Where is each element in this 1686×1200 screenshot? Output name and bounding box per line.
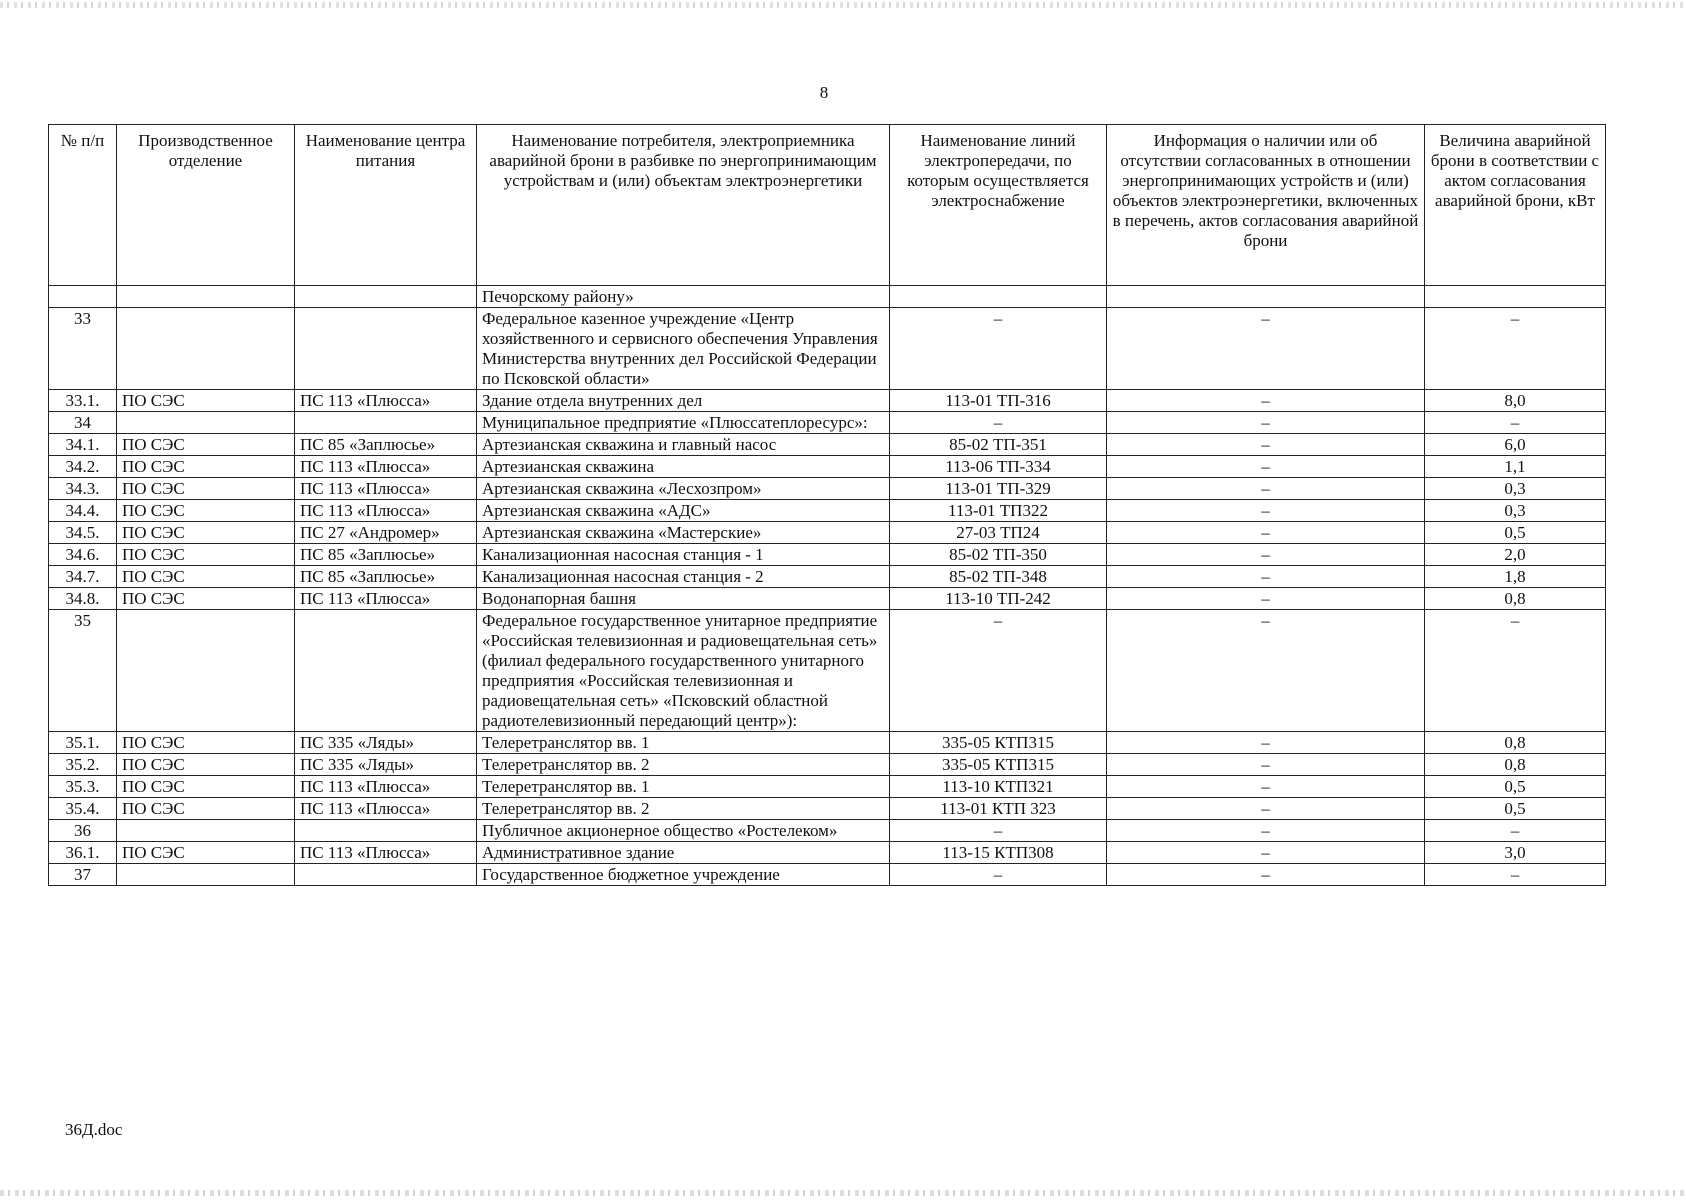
cell-reserve-value: – xyxy=(1425,820,1606,842)
cell-agreement-info: – xyxy=(1107,588,1425,610)
cell-department: ПО СЭС xyxy=(117,754,295,776)
cell-power-line: 113-10 ТП-242 xyxy=(890,588,1107,610)
cell-num: 36 xyxy=(49,820,117,842)
header-num: № п/п xyxy=(49,125,117,286)
cell-reserve-value: 8,0 xyxy=(1425,390,1606,412)
cell-consumer: Артезианская скважина и главный насос xyxy=(477,434,890,456)
cell-power-line: 85-02 ТП-351 xyxy=(890,434,1107,456)
cell-num: 35 xyxy=(49,610,117,732)
cell-reserve-value: 6,0 xyxy=(1425,434,1606,456)
cell-power-center: ПС 27 «Андромер» xyxy=(295,522,477,544)
cell-department: ПО СЭС xyxy=(117,732,295,754)
table-row xyxy=(49,390,1606,412)
cell-consumer: Водонапорная башня xyxy=(477,588,890,610)
cell-department xyxy=(117,286,295,308)
cell-power-center: ПС 113 «Плюсса» xyxy=(295,776,477,798)
table-row xyxy=(49,754,1606,776)
cell-agreement-info: – xyxy=(1107,308,1425,390)
cell-power-center xyxy=(295,308,477,390)
cell-num: 34.1. xyxy=(49,434,117,456)
cell-power-center xyxy=(295,412,477,434)
cell-reserve-value: 0,5 xyxy=(1425,798,1606,820)
cell-agreement-info: – xyxy=(1107,754,1425,776)
cell-power-line: 113-10 КТП321 xyxy=(890,776,1107,798)
table-row xyxy=(49,412,1606,434)
cell-department xyxy=(117,820,295,842)
table-row xyxy=(49,522,1606,544)
footer-file-name: 36Д.doc xyxy=(65,1120,123,1139)
cell-reserve-value: 0,5 xyxy=(1425,776,1606,798)
cell-power-line: 27-03 ТП24 xyxy=(890,522,1107,544)
cell-consumer: Телеретранслятор вв. 2 xyxy=(477,754,890,776)
cell-reserve-value: – xyxy=(1425,610,1606,732)
scan-edge-bottom xyxy=(0,1190,1686,1196)
cell-consumer: Федеральное государственное унитарное предприятие «Российская телевизионная и радиовещательная сеть» (филиал федерального государственного унитарного предприятия «Российская телевизионная и радиовещательная сеть» «Псковский областной радиотелевизионный передающий центр»): xyxy=(477,610,890,732)
cell-agreement-info: – xyxy=(1107,820,1425,842)
cell-num: 34.6. xyxy=(49,544,117,566)
cell-department: ПО СЭС xyxy=(117,798,295,820)
table-row xyxy=(49,732,1606,754)
cell-num: 33.1. xyxy=(49,390,117,412)
cell-agreement-info xyxy=(1107,286,1425,308)
cell-reserve-value: – xyxy=(1425,412,1606,434)
header-reserve-value: Величина аварийной брони в соответствии с актом согласования аварийной брони, кВт xyxy=(1425,125,1606,286)
table-row xyxy=(49,434,1606,456)
cell-num: 35.3. xyxy=(49,776,117,798)
cell-power-center: ПС 113 «Плюсса» xyxy=(295,842,477,864)
cell-department: ПО СЭС xyxy=(117,566,295,588)
table-row xyxy=(49,500,1606,522)
cell-reserve-value: 1,8 xyxy=(1425,566,1606,588)
cell-num: 34.3. xyxy=(49,478,117,500)
cell-agreement-info: – xyxy=(1107,478,1425,500)
cell-department xyxy=(117,610,295,732)
cell-power-center: ПС 113 «Плюсса» xyxy=(295,798,477,820)
cell-power-center: ПС 85 «Заплюсье» xyxy=(295,434,477,456)
cell-power-line xyxy=(890,286,1107,308)
cell-num: 35.1. xyxy=(49,732,117,754)
cell-power-center: ПС 113 «Плюсса» xyxy=(295,456,477,478)
cell-num: 34.5. xyxy=(49,522,117,544)
table-row xyxy=(49,566,1606,588)
cell-power-line: – xyxy=(890,820,1107,842)
cell-department: ПО СЭС xyxy=(117,390,295,412)
cell-consumer: Федеральное казенное учреждение «Центр хозяйственного и сервисного обеспечения Управления Министерства внутренних дел Российской Федерации по Псковской области» xyxy=(477,308,890,390)
cell-power-line: 113-01 ТП322 xyxy=(890,500,1107,522)
cell-agreement-info: – xyxy=(1107,798,1425,820)
cell-reserve-value: 0,8 xyxy=(1425,732,1606,754)
table-row xyxy=(49,820,1606,842)
cell-agreement-info: – xyxy=(1107,566,1425,588)
cell-power-center xyxy=(295,820,477,842)
cell-num xyxy=(49,286,117,308)
cell-department: ПО СЭС xyxy=(117,588,295,610)
cell-power-line: 113-01 ТП-329 xyxy=(890,478,1107,500)
cell-power-center: ПС 335 «Ляды» xyxy=(295,732,477,754)
cell-num: 34 xyxy=(49,412,117,434)
header-power-line: Наименование линий электропередачи, по которым осуществляется электроснабжение xyxy=(890,125,1107,286)
cell-department: ПО СЭС xyxy=(117,500,295,522)
table-row xyxy=(49,798,1606,820)
cell-num: 35.2. xyxy=(49,754,117,776)
cell-reserve-value: 0,8 xyxy=(1425,754,1606,776)
cell-power-center: ПС 85 «Заплюсье» xyxy=(295,544,477,566)
cell-consumer: Публичное акционерное общество «Ростелеком» xyxy=(477,820,890,842)
table-header-row xyxy=(49,125,1606,286)
cell-agreement-info: – xyxy=(1107,610,1425,732)
cell-consumer: Канализационная насосная станция - 2 xyxy=(477,566,890,588)
scan-edge-top xyxy=(0,2,1686,8)
table-row xyxy=(49,776,1606,798)
cell-consumer: Муниципальное предприятие «Плюссатеплоресурс»: xyxy=(477,412,890,434)
cell-power-center: ПС 113 «Плюсса» xyxy=(295,478,477,500)
cell-num: 34.2. xyxy=(49,456,117,478)
cell-department xyxy=(117,412,295,434)
cell-consumer: Канализационная насосная станция - 1 xyxy=(477,544,890,566)
header-department: Производственное отделение xyxy=(117,125,295,286)
cell-reserve-value: 1,1 xyxy=(1425,456,1606,478)
cell-power-center: ПС 113 «Плюсса» xyxy=(295,500,477,522)
table-row xyxy=(49,544,1606,566)
cell-department: ПО СЭС xyxy=(117,522,295,544)
cell-consumer: Печорскому району» xyxy=(477,286,890,308)
header-agreement-info: Информация о наличии или об отсутствии согласованных в отношении энергопринимающих устройств и (или) объектов электроэнергетики, включенных в перечень, актов согласования аварийной брони xyxy=(1107,125,1425,286)
cell-power-line: – xyxy=(890,412,1107,434)
table-body xyxy=(49,286,1606,886)
cell-power-line: 113-15 КТП308 xyxy=(890,842,1107,864)
cell-num: 34.4. xyxy=(49,500,117,522)
cell-agreement-info: – xyxy=(1107,842,1425,864)
cell-consumer: Артезианская скважина xyxy=(477,456,890,478)
cell-department: ПО СЭС xyxy=(117,842,295,864)
cell-power-line: 113-01 КТП 323 xyxy=(890,798,1107,820)
cell-department: ПО СЭС xyxy=(117,544,295,566)
table-row xyxy=(49,610,1606,732)
cell-power-line: 335-05 КТП315 xyxy=(890,732,1107,754)
cell-agreement-info: – xyxy=(1107,864,1425,886)
table-row xyxy=(49,308,1606,390)
cell-consumer: Артезианская скважина «АДС» xyxy=(477,500,890,522)
cell-agreement-info: – xyxy=(1107,500,1425,522)
table-row xyxy=(49,286,1606,308)
cell-power-center: ПС 113 «Плюсса» xyxy=(295,588,477,610)
cell-department: ПО СЭС xyxy=(117,776,295,798)
cell-reserve-value: 0,3 xyxy=(1425,478,1606,500)
cell-reserve-value: 0,5 xyxy=(1425,522,1606,544)
cell-department: ПО СЭС xyxy=(117,478,295,500)
page-number: 8 xyxy=(819,83,829,102)
cell-num: 33 xyxy=(49,308,117,390)
cell-num: 36.1. xyxy=(49,842,117,864)
cell-num: 35.4. xyxy=(49,798,117,820)
cell-num: 37 xyxy=(49,864,117,886)
cell-power-line: – xyxy=(890,308,1107,390)
cell-power-center: ПС 113 «Плюсса» xyxy=(295,390,477,412)
header-consumer: Наименование потребителя, электроприемника аварийной брони в разбивке по энергопринимающим устройствам и (или) объектам электроэнергетики xyxy=(477,125,890,286)
cell-consumer: Артезианская скважина «Лесхозпром» xyxy=(477,478,890,500)
cell-reserve-value: – xyxy=(1425,308,1606,390)
header-power-center: Наименование центра питания xyxy=(295,125,477,286)
cell-reserve-value: 0,3 xyxy=(1425,500,1606,522)
cell-reserve-value: 2,0 xyxy=(1425,544,1606,566)
cell-power-line: 335-05 КТП315 xyxy=(890,754,1107,776)
cell-agreement-info: – xyxy=(1107,434,1425,456)
cell-department xyxy=(117,308,295,390)
cell-power-line: 85-02 ТП-350 xyxy=(890,544,1107,566)
table-row xyxy=(49,864,1606,886)
cell-department: ПО СЭС xyxy=(117,456,295,478)
cell-consumer: Административное здание xyxy=(477,842,890,864)
cell-consumer: Телеретранслятор вв. 2 xyxy=(477,798,890,820)
cell-department: ПО СЭС xyxy=(117,434,295,456)
cell-consumer: Артезианская скважина «Мастерские» xyxy=(477,522,890,544)
cell-reserve-value: – xyxy=(1425,864,1606,886)
cell-power-center xyxy=(295,610,477,732)
cell-power-line: 113-06 ТП-334 xyxy=(890,456,1107,478)
cell-consumer: Государственное бюджетное учреждение xyxy=(477,864,890,886)
cell-power-line: – xyxy=(890,864,1107,886)
cell-agreement-info: – xyxy=(1107,456,1425,478)
cell-num: 34.7. xyxy=(49,566,117,588)
cell-power-center xyxy=(295,286,477,308)
cell-agreement-info: – xyxy=(1107,390,1425,412)
cell-power-center: ПС 335 «Ляды» xyxy=(295,754,477,776)
cell-reserve-value: 3,0 xyxy=(1425,842,1606,864)
cell-department xyxy=(117,864,295,886)
cell-num: 34.8. xyxy=(49,588,117,610)
table-row xyxy=(49,842,1606,864)
cell-agreement-info: – xyxy=(1107,776,1425,798)
table-row xyxy=(49,478,1606,500)
table-row xyxy=(49,456,1606,478)
table-row xyxy=(49,588,1606,610)
cell-reserve-value xyxy=(1425,286,1606,308)
cell-consumer: Здание отдела внутренних дел xyxy=(477,390,890,412)
cell-power-line: – xyxy=(890,610,1107,732)
cell-power-center xyxy=(295,864,477,886)
cell-agreement-info: – xyxy=(1107,412,1425,434)
cell-power-center: ПС 85 «Заплюсье» xyxy=(295,566,477,588)
cell-consumer: Телеретранслятор вв. 1 xyxy=(477,732,890,754)
cell-agreement-info: – xyxy=(1107,522,1425,544)
cell-power-line: 85-02 ТП-348 xyxy=(890,566,1107,588)
cell-consumer: Телеретранслятор вв. 1 xyxy=(477,776,890,798)
cell-reserve-value: 0,8 xyxy=(1425,588,1606,610)
cell-agreement-info: – xyxy=(1107,732,1425,754)
cell-power-line: 113-01 ТП-316 xyxy=(890,390,1107,412)
reservation-table xyxy=(48,124,1606,886)
cell-agreement-info: – xyxy=(1107,544,1425,566)
